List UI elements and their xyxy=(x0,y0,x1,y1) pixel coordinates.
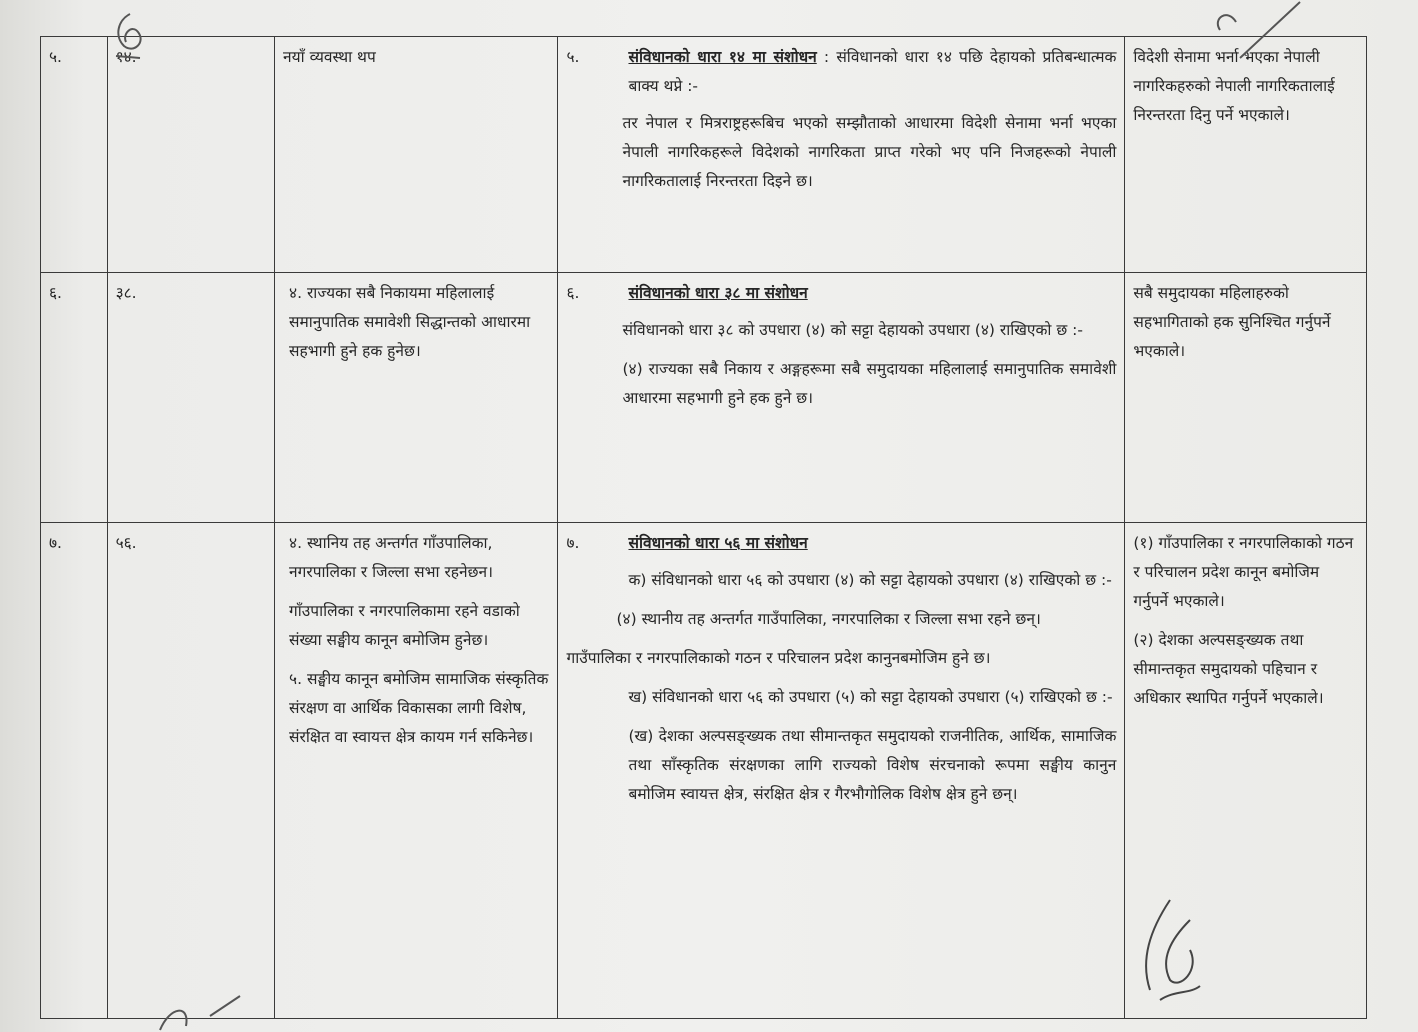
reason-cell xyxy=(1125,37,1367,273)
article-number: ३८. xyxy=(107,273,274,523)
original-text: ५. सङ्घीय कानून बमोजिम सामाजिक संस्कृतिक संरक्षण वा आर्थिक विकासका लागी विशेष, संरक्षित वा स्वायत्त क्षेत्र कायम गर्न सकिनेछ। xyxy=(289,670,549,746)
original-text: ४. स्थानिय तह अन्तर्गत गाँउपालिका, नगरपालिका र जिल्ला सभा रहनेछन। xyxy=(289,534,493,581)
amendment-text: (ख) देशका अल्पसङ्ख्यक तथा सीमान्तकृत समुदायको राजनीतिक, आर्थिक, सामाजिक तथा साँस्कृतिक संरक्षणका लागि राज्यको विशेष संरचनाको रूपमा सङ्घीय कानुन बमोजिम स्वायत्त क्षेत्र, संरक्षित क्षेत्र र गैरभौगोलिक विशेष क्षेत्र हुने छन्। xyxy=(628,727,1117,803)
reason-text: (१) गाँउपालिका र नगरपालिकाको गठन र परिचालन प्रदेश कानून बमोजिम गर्नुपर्ने भएकाले। xyxy=(1133,534,1354,610)
reason-cell xyxy=(1125,273,1367,523)
original-provision xyxy=(275,523,558,1019)
amendment-text: (४) स्थानीय तह अन्तर्गत गाउँपालिका, नगरपालिका र जिल्ला सभा रहने छन्। xyxy=(616,610,1041,628)
table-row xyxy=(41,37,1367,273)
amendment-title: संविधानको धारा ३८ मा संशोधन xyxy=(628,284,808,302)
original-provision xyxy=(275,273,558,523)
reason-cell xyxy=(1125,523,1367,1019)
amendment-number: ६. xyxy=(566,284,580,302)
original-text: गाँउपालिका र नगरपालिकामा रहने वडाको संख्या सङ्घीय कानून बमोजिम हुनेछ। xyxy=(289,602,520,649)
reason-text: विदेशी सेनामा भर्ना भएका नेपाली नागरिकहरुको नेपाली नागरिकतालाई निरन्तरता दिनु पर्ने भएकाले। xyxy=(1133,48,1335,124)
table-row xyxy=(41,273,1367,523)
amendment-text: तर नेपाल र मित्रराष्ट्रहरूबिच भएको सम्झौताको आधारमा विदेशी सेनामा भर्ना भएका नेपाली नागरिकहरूले विदेशको नागरिकता प्राप्त गरेको भए पनि निजहरूको नेपाली नागरिकतालाई निरन्तरता दिइने छ। xyxy=(622,114,1117,190)
amendment-number: ७. xyxy=(566,534,580,552)
amendment-title: संविधानको धारा १४ मा संशोधन xyxy=(628,48,817,66)
amendment-cell xyxy=(558,273,1125,523)
amendment-text: संविधानको धारा ३८ को उपधारा (४) को सट्टा देहायको उपधारा (४) राखिएको छ :- xyxy=(622,321,1083,339)
article-number: ५६. xyxy=(107,523,274,1019)
amendment-table xyxy=(40,36,1367,1019)
amendment-cell xyxy=(558,523,1125,1019)
original-text: ४. राज्यका सबै निकायमा महिलालाई समानुपातिक समावेशी सिद्धान्तको आधारमा सहभागी हुने हक हुनेछ। xyxy=(289,284,531,360)
serial-number: ६. xyxy=(41,273,108,523)
amendment-cell xyxy=(558,37,1125,273)
amendment-title: संविधानको धारा ५६ मा संशोधन xyxy=(628,534,808,552)
amendment-text: ख) संविधानको धारा ५६ को उपधारा (५) को सट्टा देहायको उपधारा (५) राखिएको छ :- xyxy=(628,688,1113,706)
original-provision xyxy=(275,37,558,273)
amendment-text: क) संविधानको धारा ५६ को उपधारा (४) को सट्टा देहायको उपधारा (४) राखिएको छ :- xyxy=(628,571,1112,589)
table-row xyxy=(41,523,1367,1019)
serial-number: ५. xyxy=(41,37,108,273)
original-heading: नयाँ व्यवस्था थप xyxy=(283,48,376,66)
amendment-intro: : संविधानको धारा १४ पछि देहायको प्रतिबन्धात्मक बाक्य थप्ने :- xyxy=(628,48,1117,95)
reason-text: सबै समुदायका महिलाहरुको सहभागिताको हक सुनिश्चित गर्नुपर्ने भएकाले। xyxy=(1133,284,1331,360)
article-number: १४. xyxy=(107,37,274,273)
amendment-number: ५. xyxy=(566,48,580,66)
amendment-text: गाउँपालिका र नगरपालिकाको गठन र परिचालन प्रदेश कानुनबमोजिम हुने छ। xyxy=(566,649,991,667)
reason-text: (२) देशका अल्पसङ्ख्यक तथा सीमान्तकृत समुदायको पहिचान र अधिकार स्थापित गर्नुपर्ने भएकाले। xyxy=(1133,631,1324,707)
serial-number: ७. xyxy=(41,523,108,1019)
amendment-text: (४) राज्यका सबै निकाय र अङ्गहरूमा सबै समुदायका महिलालाई समानुपातिक समावेशी आधारमा सहभागी हुने हक हुने छ। xyxy=(622,360,1117,407)
